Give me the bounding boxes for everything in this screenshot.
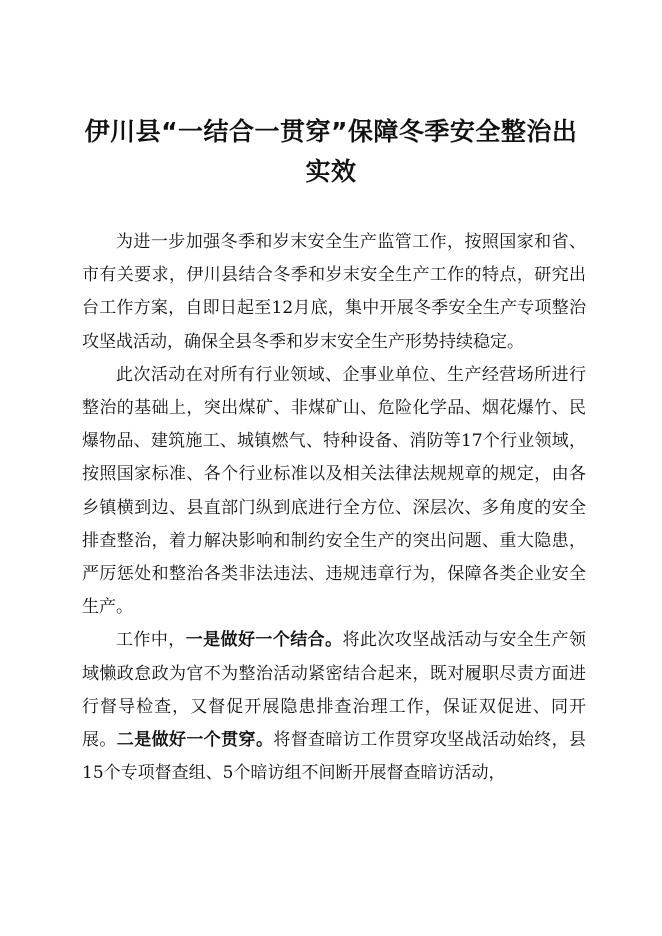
paragraph-3: [82, 624, 586, 790]
document-body: [82, 226, 586, 790]
paragraph-1: 为进一步加强冬季和岁末安全生产监管工作，按照国家和省、市有关要求，伊川县结合冬季和岁末安全生产工作的特点，研究出台工作方案，自即日起至12月底，集中开展冬季安全生产专项整治攻坚战活动，确保全县冬季和岁末安全生产形势持续稳定。: [82, 232, 586, 352]
paragraph-2: 此次活动在对所有行业领域、企事业单位、生产经营场所进行整治的基础上，突出煤矿、非煤矿山、危险化学品、烟花爆竹、民爆物品、建筑施工、城镇燃气、特种设备、消防等17个行业领域，按照国家标准、各个行业标准以及相关法律法规规章的规定，由各乡镇横到边、县直部门纵到底进行全方位、深层次、多角度的安全排查整治，着力解决影响和制约安全生产的突出问题、重大隐患，严厉惩处和整治各类非法违法、违规违章行为，保障各类企业安全生产。: [82, 364, 586, 618]
paragraph-3-intro: 工作中，: [116, 630, 186, 651]
point-one-text: 将此次攻坚战活动与安全生产领域懒政怠政为官不为整治活动紧密结合起来，既对履职尽责方面进行督导检查，又督促开展隐患排查治理工作，保证双促进、同开展。: [82, 630, 587, 751]
point-one-heading: 一是做好一个结合。: [185, 630, 343, 651]
point-two-heading: 二是做好一个贯穿。: [116, 730, 274, 751]
point-two-text: 将督查暗访工作贯穿攻坚战活动始终，县15个专项督查组、5个暗访组不间断开展督查暗访活动，: [82, 730, 587, 784]
document-title: 伊川县“一结合一贯穿”保障冬季安全整治出实效: [84, 117, 578, 186]
